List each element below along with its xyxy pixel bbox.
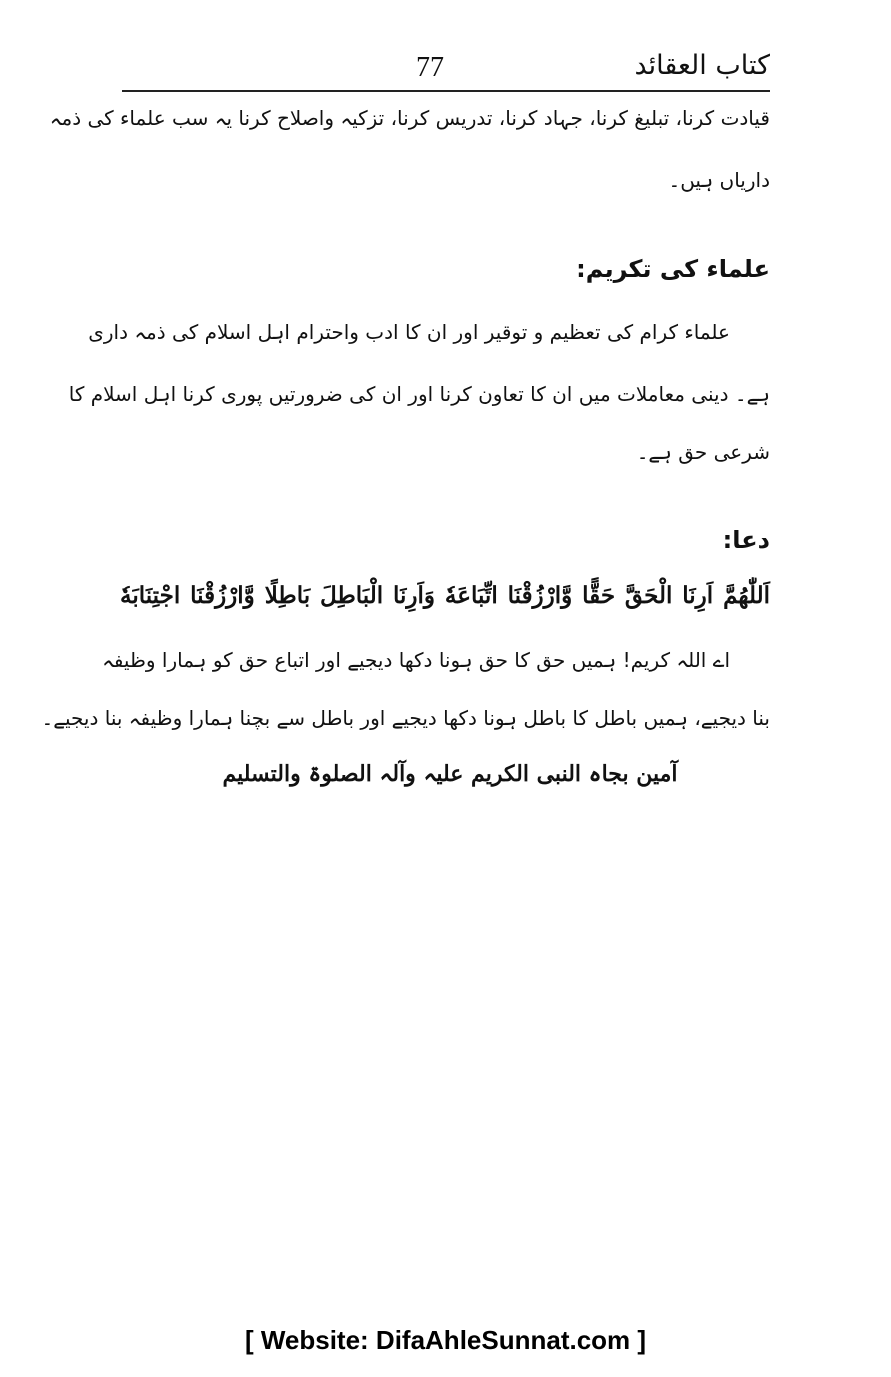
body-line: شرعی حق ہے۔ xyxy=(636,440,770,464)
page-number: 77 xyxy=(416,52,444,83)
book-title: کتاب العقائد xyxy=(634,50,770,81)
body-line: علماء کرام کی تعظیم و توقیر اور ان کا ادب واحترام اہل اسلام کی ذمہ داری xyxy=(88,320,730,344)
section-heading-honor: علماء کی تکریم: xyxy=(576,255,770,283)
body-line: داریاں ہیں۔ xyxy=(668,168,770,192)
body-line: ہے۔ دینی معاملات میں ان کا تعاون کرنا اور ان کی ضرورتیں پوری کرنا اہل اسلام کا xyxy=(68,382,770,406)
body-line: قیادت کرنا، تبلیغ کرنا، جہاد کرنا، تدریس کرنا، تزکیہ واصلاح کرنا یہ سب علماء کی ذمہ xyxy=(49,106,770,130)
dua-translation-line: اے اللہ کریم! ہمیں حق کا حق ہونا دکھا دیجیے اور اتباع حق کو ہمارا وظیفہ xyxy=(102,648,730,672)
header-divider xyxy=(122,90,770,92)
website-footer: [ Website: DifaAhleSunnat.com ] xyxy=(244,1325,647,1355)
section-heading-dua: دعا: xyxy=(722,526,770,554)
page-header xyxy=(122,46,770,90)
dua-arabic-text: اَللّٰھُمَّ اَرِنَا الْحَقَّ حَقًّا وَّارْزُقْنَا اتِّبَاعَهٗ وَاَرِنَا الْبَاطِلَ بَاطِلًا وَّارْزُقْنَا اجْتِنَابَهٗ xyxy=(120,582,770,609)
dua-closing: آمین بجاہ النبی الکریم علیہ وآلہ الصلوۃ والتسلیم xyxy=(222,761,678,787)
dua-translation-line: بنا دیجیے، ہمیں باطل کا باطل ہونا دکھا دیجیے اور باطل سے بچنا ہمارا وظیفہ بنا دیجیے۔ xyxy=(41,706,770,730)
